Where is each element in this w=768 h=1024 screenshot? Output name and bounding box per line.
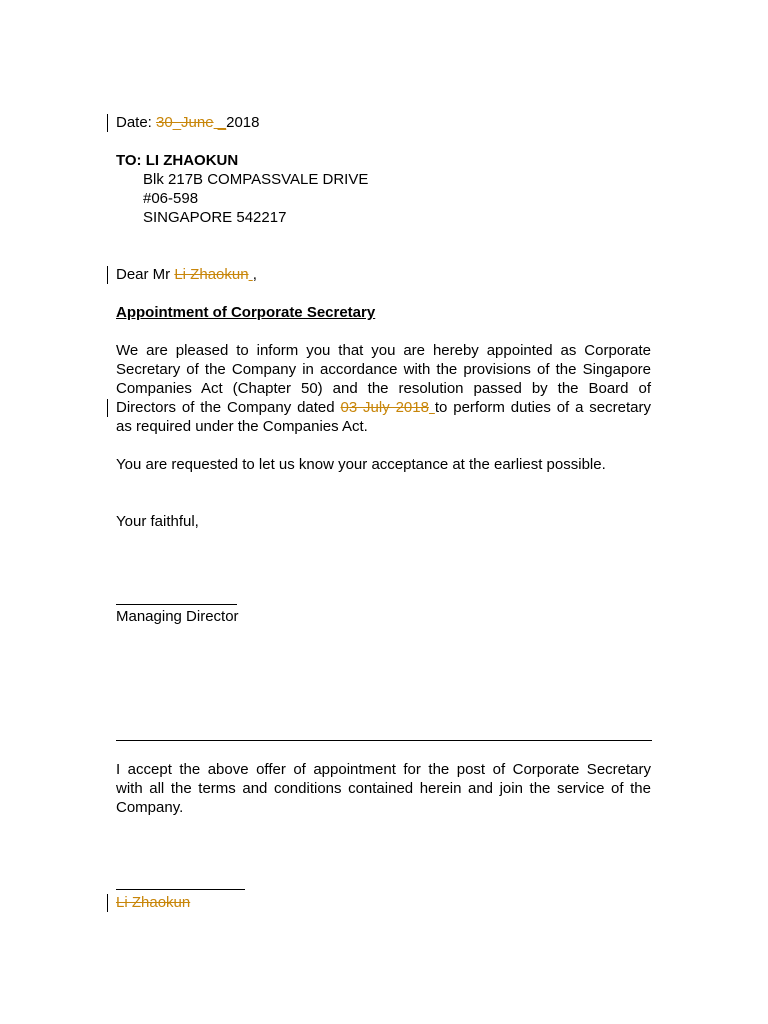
request-line: You are requested to let us know your acceptance at the earliest possible. — [116, 456, 606, 473]
address-line-3: SINGAPORE 542217 — [143, 209, 287, 226]
address-line-1: Blk 217B COMPASSVALE DRIVE — [143, 171, 369, 188]
salutation-prefix: Dear Mr — [116, 266, 175, 283]
date-line — [116, 113, 259, 132]
body-line-4-suffix: to perform duties of a secretary — [434, 399, 651, 416]
signatory-title: Managing Director — [116, 608, 239, 625]
body-line-4 — [116, 398, 651, 417]
body-line-5: as required under the Companies Act. — [116, 418, 368, 435]
acceptance-signature-line — [116, 889, 245, 890]
subject-heading: Appointment of Corporate Secretary — [116, 304, 376, 321]
body-line-1: We are pleased to inform you that you are hereby appointed as Corporate — [116, 342, 651, 359]
change-bar — [107, 399, 108, 417]
acceptance-line-2: with all the terms and conditions contained herein and join the service of the — [116, 780, 651, 797]
acceptance-line-3: Company. — [116, 799, 184, 816]
date-label: Date: — [116, 114, 157, 131]
closing: Your faithful, — [116, 513, 199, 530]
section-divider — [116, 740, 652, 741]
board-date-deleted-text: 03 July 2018 — [340, 399, 429, 416]
change-bar — [107, 894, 108, 912]
address-line-2: #06-598 — [143, 190, 199, 207]
recipient-name: TO: LI ZHAOKUN — [116, 152, 239, 169]
body-line-2: Secretary of the Company in accordance with the provisions of the Singapore — [116, 361, 651, 378]
salutation — [116, 265, 257, 284]
date-inserted-text: _ — [213, 114, 227, 131]
change-bar — [107, 266, 108, 284]
change-bar — [107, 114, 108, 132]
signature-line — [116, 604, 237, 605]
acceptance-signer — [116, 893, 190, 912]
body-line-3: Companies Act (Chapter 50) and the resolution passed by the Board of — [116, 380, 651, 397]
salutation-suffix: , — [252, 266, 257, 283]
signer-deleted-text: Li Zhaokun — [116, 894, 191, 911]
date-year: 2018 — [226, 114, 260, 131]
salutation-deleted-text: Li Zhaokun — [174, 266, 249, 283]
acceptance-line-1: I accept the above offer of appointment for the post of Corporate Secretary — [116, 761, 651, 778]
date-deleted-text: 30_June — [156, 114, 214, 131]
body-line-4-prefix: Directors of the Company dated — [116, 399, 341, 416]
